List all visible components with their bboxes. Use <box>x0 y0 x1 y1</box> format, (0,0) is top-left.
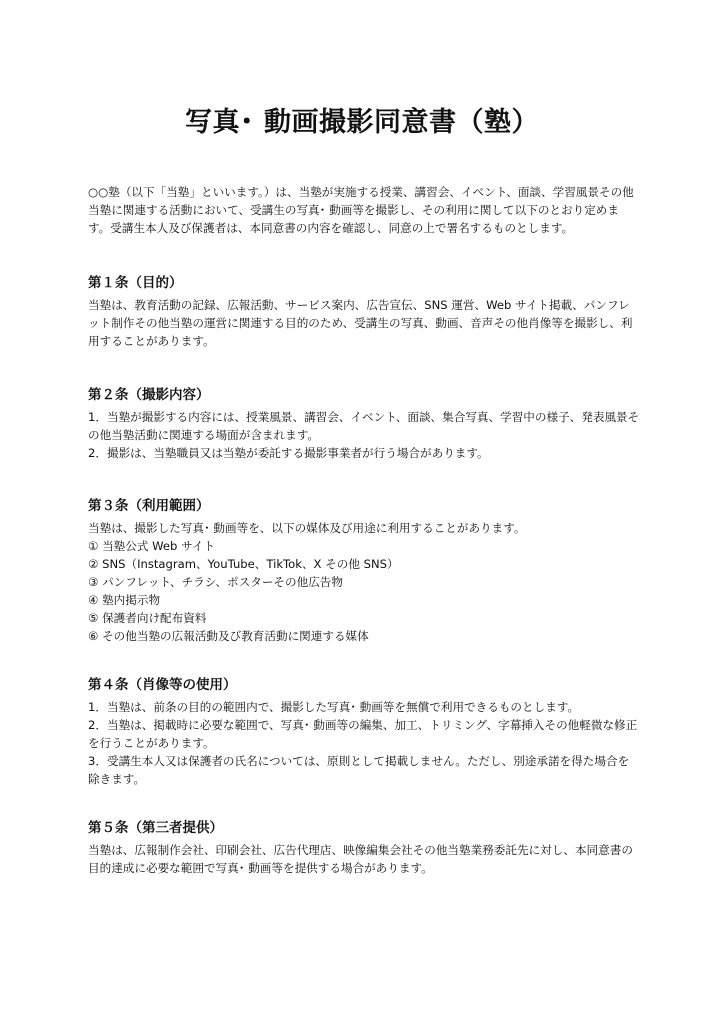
article-1-body-container <box>88 296 640 350</box>
article-3 <box>88 497 640 645</box>
list-item: ② SNS（Instagram、YouTube、TikTok、X その他 SNS） <box>88 557 399 571</box>
article-2 <box>88 386 640 462</box>
list-item: 3．受講生本人又は保護者の氏名については、原則として掲載しません。ただし、別途承諾を得た場合を除きます。 <box>88 754 630 786</box>
list-item: 1．当塾が撮影する内容には、授業風景、講習会、イベント、面談、集合写真、学習中の様子、発表風景その他当塾活動に関連する場面が含まれます。 <box>88 410 640 442</box>
article-3-body-container <box>88 519 640 645</box>
article-4-heading: 第４条（肖像等の使用） <box>88 677 237 693</box>
article-1 <box>88 274 640 350</box>
list-item: 2．撮影は、当塾職員又は当塾が委託する撮影事業者が行う場合があります。 <box>88 446 489 460</box>
article-5-body-container <box>88 841 640 877</box>
article-5 <box>88 819 640 877</box>
list-item: ④ 塾内掲示物 <box>88 593 161 607</box>
document-title: 写真･ 動画撮影同意書（塾） <box>185 107 539 138</box>
article-3-list <box>88 537 640 645</box>
article-5-body: 当塾は、広報制作会社、印刷会社、広告代理店、映像編集会社その他当塾業務委託先に対し、本同意書の目的達成に必要な範囲で写真･ 動画等を提供する場合があります。 <box>88 843 633 875</box>
article-4-list <box>88 698 640 788</box>
article-3-heading: 第３条（利用範囲） <box>88 498 210 514</box>
article-2-body-container <box>88 408 640 462</box>
list-item: ③ パンフレット、チラシ、ポスターその他広告物 <box>88 575 343 589</box>
article-2-list <box>88 408 640 462</box>
article-4 <box>88 676 640 788</box>
article-3-body: 当塾は、撮影した写真･ 動画等を、以下の媒体及び用途に利用することがあります。 <box>88 521 526 535</box>
article-2-heading: 第２条（撮影内容） <box>88 387 210 403</box>
list-item: ⑤ 保護者向け配布資料 <box>88 611 207 625</box>
list-item: 2．当塾は、掲載時に必要な範囲で、写真･ 動画等の編集、加工、トリミング、字幕挿入その他軽微な修正を行うことがあります。 <box>88 718 638 750</box>
article-4-body-container <box>88 698 640 788</box>
article-1-body: 当塾は、教育活動の記録、広報活動、サービス案内、広告宣伝、SNS 運営、Web サイト掲載、パンフレット制作その他当塾の運営に関連する目的のため、受講生の写真、動画、音声その他肖像等を撮影し、利用することがあります。 <box>88 298 633 348</box>
article-1-heading: 第１条（目的） <box>88 275 183 291</box>
intro-paragraph: ○○塾（以下「当塾」といいます。）は、当塾が実施する授業、講習会、イベント、面談、学習風景その他当塾に関連する活動において、受講生の写真･ 動画等を撮影し、その利用に関して以下のとおり定めます。受講生本人及び保護者は、本同意書の内容を確認し、同意の上で署名するものとします。 <box>88 185 634 235</box>
list-item: ⑥ その他当塾の広報活動及び教育活動に関連する媒体 <box>88 629 369 643</box>
list-item: 1．当塾は、前条の目的の範囲内で、撮影した写真･ 動画等を無償で利用できるものとします。 <box>88 700 580 714</box>
article-5-heading: 第５条（第三者提供） <box>88 820 223 836</box>
list-item: ① 当塾公式 Web サイト <box>88 539 216 553</box>
